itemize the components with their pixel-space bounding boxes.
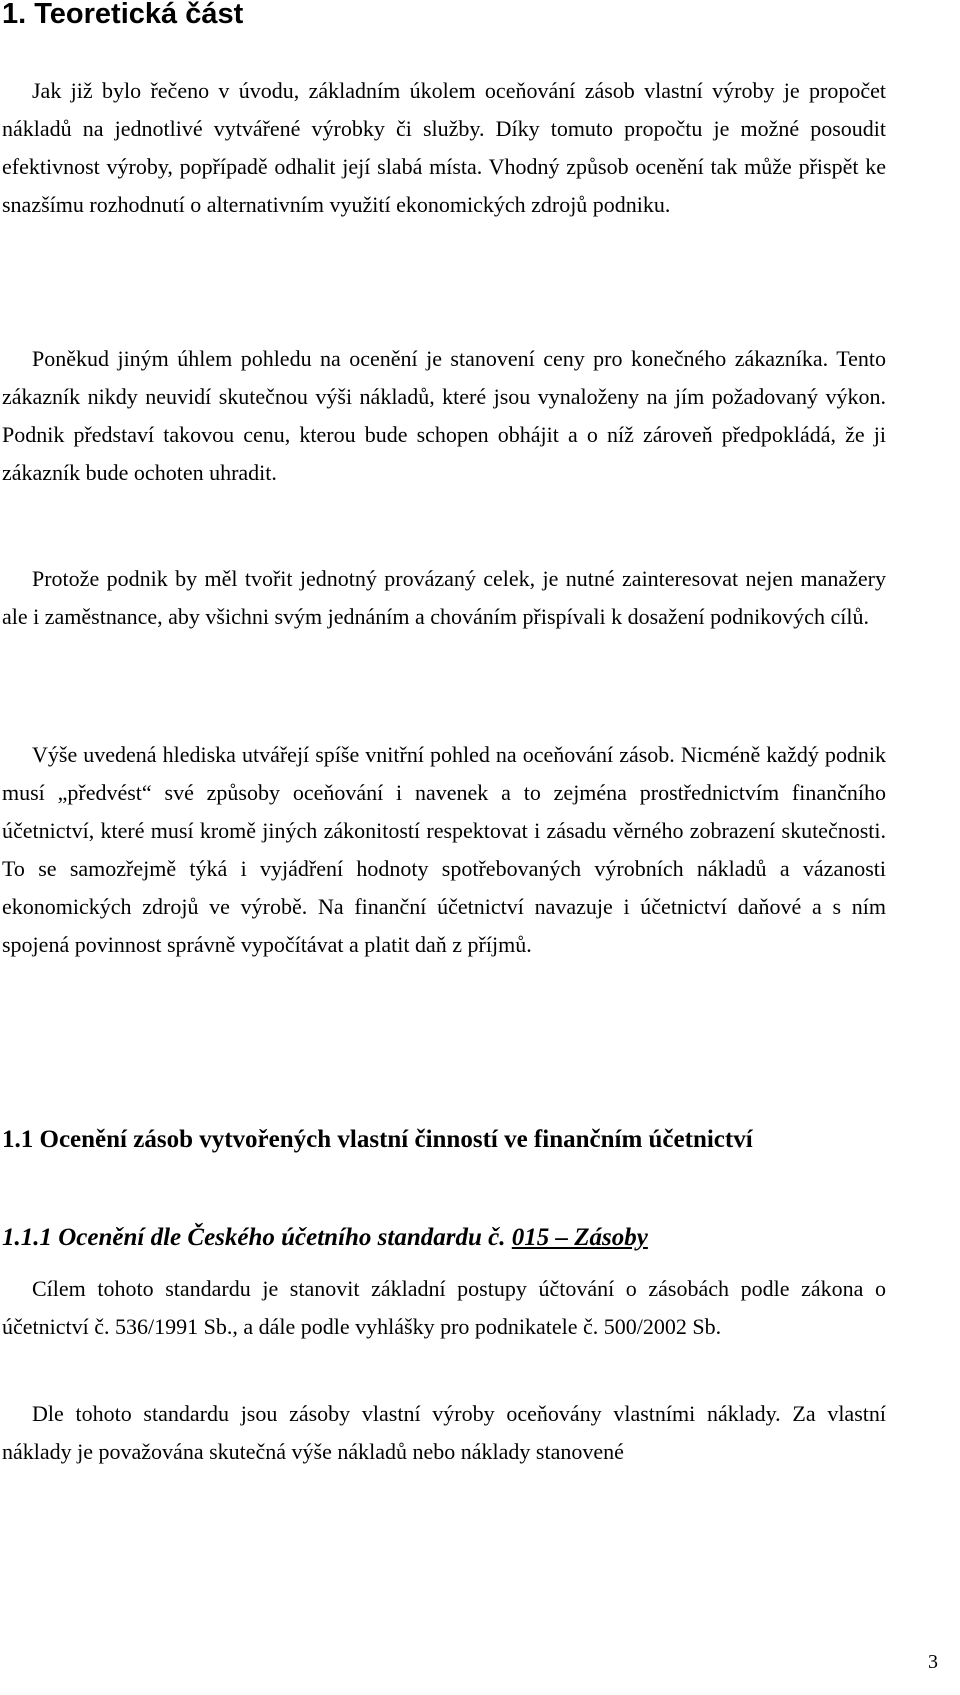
paragraph-standard-purpose: Cílem tohoto standardu je stanovit základní postupy účtování o zásobách podle zákona o účetnictví č. 536/1991 Sb., a dále podle vyhlášky pro podnikatele č. 500/2002 Sb. <box>2 1276 886 1339</box>
page-number: 3 <box>928 1651 938 1673</box>
chapter-title: 1. Teoretická část <box>2 0 244 30</box>
paragraph-financial-accounting: Výše uvedená hlediska utvářejí spíše vnitřní pohled na oceňování zásob. Nicméně každý podnik musí „předvést“ své způsoby oceňování i navenek a to zejména prostřednictvím finančního účetnictví, které musí kromě jiných zákonitostí respektovat i zásadu věrného zobrazení skutečnosti. To se samozřejmě týká i vyjádření hodnoty spotřebovaných výrobních nákladů a vázanosti ekonomických zdrojů ve výrobě. Na finanční účetnictví navazuje i účetnictví daňové a s ním spojená povinnost správně vypočítávat a platit daň z příjmů. <box>2 742 886 957</box>
paragraph-own-costs: Dle tohoto standardu jsou zásoby vlastní výroby oceňovány vlastními náklady. Za vlastní náklady je považována skutečná výše nákladů nebo náklady stanovené <box>2 1401 886 1464</box>
subsection-title <box>2 1220 648 1256</box>
subsection-title-main: 1.1.1 Ocenění dle Českého účetního standardu č. <box>2 1224 512 1251</box>
subsection-title-underlined: 015 – Zásoby <box>511 1224 648 1251</box>
paragraph-customer-price: Poněkud jiným úhlem pohledu na ocenění je stanovení ceny pro konečného zákazníka. Tento zákazník nikdy neuvidí skutečnou výši nákladů, které jsou vynaloženy na jím požadovaný výkon. Podnik představí takovou cenu, kterou bude schopen obhájit a o níž zároveň předpokládá, že ji zákazník bude ochoten uhradit. <box>2 346 886 485</box>
paragraph-intro: Jak již bylo řečeno v úvodu, základním úkolem oceňování zásob vlastní výroby je propočet nákladů na jednotlivé vytvářené výrobky či služby. Díky tomuto propočtu je možné posoudit efektivnost výroby, popřípadě odhalit její slabá místa. Vhodný způsob ocenění tak může přispět ke snazšímu rozhodnutí o alternativním využití ekonomických zdrojů podniku. <box>2 78 886 217</box>
paragraph-employees: Protože podnik by měl tvořit jednotný provázaný celek, je nutné zainteresovat nejen manažery ale i zaměstnance, aby všichni svým jednáním a chováním přispívali k dosažení podnikových cílů. <box>2 566 886 629</box>
section-title: 1.1 Ocenění zásob vytvořených vlastní činností ve finančním účetnictví <box>2 1126 753 1153</box>
